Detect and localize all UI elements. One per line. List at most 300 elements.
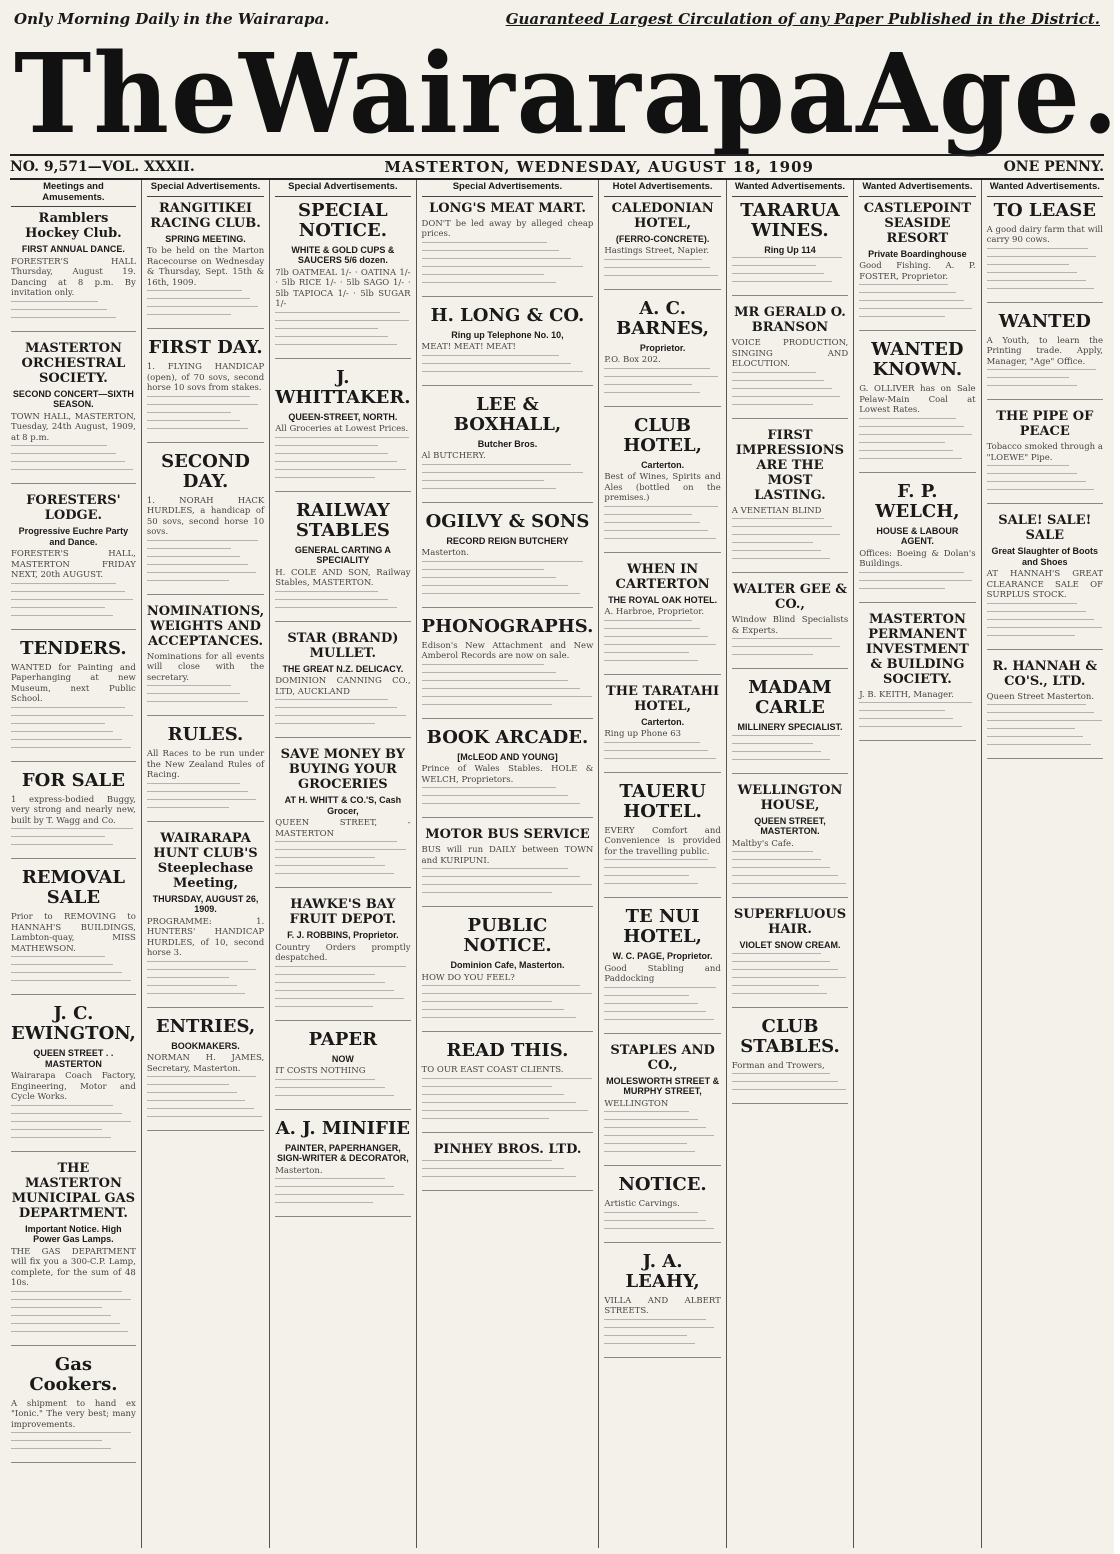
ad-title: NOTICE. bbox=[618, 1174, 707, 1195]
ad-title: CLUB HOTEL, bbox=[623, 414, 702, 456]
print-line bbox=[859, 316, 945, 322]
ad-body-text: WELLINGTON bbox=[604, 1098, 669, 1109]
print-line bbox=[422, 258, 571, 264]
print-line bbox=[732, 883, 846, 889]
ad-body-text: A VENETIAN BLIND bbox=[731, 505, 822, 516]
ad-subtitle: THURSDAY, AUGUST 26, 1909. bbox=[152, 893, 259, 914]
print-line bbox=[987, 272, 1078, 278]
advertisement-block bbox=[422, 617, 594, 719]
print-line bbox=[422, 1102, 577, 1108]
print-line bbox=[732, 977, 846, 983]
print-line bbox=[147, 961, 248, 967]
print-line bbox=[987, 481, 1086, 487]
print-line bbox=[987, 264, 1070, 270]
ad-title: MADAM CARLE bbox=[748, 677, 832, 718]
ad-title: TARARUA WINES. bbox=[740, 199, 840, 241]
advertisement-block bbox=[859, 201, 975, 332]
ad-title: CALEDONIAN HOTEL, bbox=[611, 200, 714, 231]
ad-title: WAIRARAPA HUNT CLUB'S Steeplechase Meeting, bbox=[153, 830, 258, 891]
ad-title: A. C. BARNES, bbox=[616, 297, 710, 339]
print-line bbox=[732, 542, 813, 548]
ad-subtitle: QUEEN-STREET, NORTH. bbox=[288, 411, 398, 422]
column-2 bbox=[142, 180, 270, 1548]
ad-body-text: DON'T be led away by alleged cheap prices. bbox=[421, 218, 594, 239]
print-line bbox=[11, 1121, 131, 1127]
ad-body-text: Window Blind Specialists & Experts. bbox=[731, 615, 849, 636]
print-line bbox=[732, 646, 840, 652]
print-line bbox=[147, 783, 240, 789]
ad-body-text: Offices: Boeing & Dolan's Buildings. bbox=[859, 548, 976, 569]
print-line bbox=[422, 1118, 549, 1124]
print-line bbox=[859, 710, 945, 716]
print-line bbox=[275, 982, 385, 988]
print-line bbox=[732, 859, 822, 865]
print-line bbox=[275, 849, 406, 855]
print-line bbox=[147, 685, 231, 691]
ad-title: A. J. MINIFIE bbox=[275, 1117, 411, 1139]
print-line bbox=[275, 699, 387, 705]
ad-title: HAWKE'S BAY FRUIT DEPOT. bbox=[289, 897, 397, 927]
ad-body-text: Edison's New Attachment and New Amberol Records are now on sale. bbox=[421, 640, 594, 661]
issue-number: NO. 9,571—VOL. XXXII. bbox=[10, 159, 195, 175]
print-line bbox=[11, 964, 113, 970]
print-line bbox=[275, 336, 387, 342]
print-line bbox=[11, 1331, 128, 1337]
print-line bbox=[859, 702, 972, 708]
ad-title: PAPER bbox=[308, 1028, 378, 1050]
ad-title: BOOK ARCADE. bbox=[426, 726, 589, 748]
print-line bbox=[11, 615, 113, 621]
date-location: MASTERTON, WEDNESDAY, AUGUST 18, 1909 bbox=[384, 158, 814, 176]
print-line bbox=[732, 1089, 846, 1095]
advertisement-block bbox=[604, 907, 720, 1034]
print-line bbox=[604, 392, 699, 398]
ad-body-text: Al BUTCHERY. bbox=[421, 451, 486, 461]
print-line bbox=[11, 591, 125, 597]
print-line bbox=[11, 1137, 111, 1143]
print-line bbox=[275, 974, 375, 980]
advertisement-block bbox=[11, 211, 136, 332]
print-line bbox=[987, 712, 1094, 718]
print-line bbox=[422, 274, 544, 280]
print-line bbox=[422, 371, 584, 377]
advertisement-block bbox=[147, 604, 264, 717]
ad-title: WELLINGTON HOUSE, bbox=[737, 782, 843, 813]
print-line bbox=[604, 1319, 705, 1325]
ad-title: CASTLEPOINT SEASIDE RESORT bbox=[863, 200, 972, 246]
print-line bbox=[147, 404, 258, 410]
ad-body-text: Wairarapa Coach Factory, Engineering, Motor and Cycle Works. bbox=[11, 1071, 136, 1102]
ad-title: FOR SALE bbox=[21, 769, 125, 791]
print-line bbox=[11, 309, 107, 315]
ad-title: WANTED KNOWN. bbox=[871, 339, 964, 380]
ad-subtitle: Important Notice. High Power Gas Lamps. bbox=[25, 1223, 122, 1244]
column-5 bbox=[599, 180, 726, 1548]
print-line bbox=[987, 385, 1078, 391]
ad-title: J. C. EWINGTON, bbox=[11, 1003, 136, 1044]
ad-title: ENTRIES, bbox=[155, 1015, 256, 1037]
print-line bbox=[147, 1100, 246, 1106]
print-line bbox=[275, 607, 397, 613]
ad-subtitle: Carterton. bbox=[641, 716, 685, 727]
print-line bbox=[422, 1176, 577, 1182]
advertisement-block bbox=[422, 827, 594, 907]
ad-title: J. WHITTAKER. bbox=[275, 366, 411, 408]
print-line bbox=[11, 599, 133, 605]
column-8 bbox=[982, 180, 1108, 1548]
print-line bbox=[422, 680, 568, 686]
print-line bbox=[147, 564, 248, 570]
print-line bbox=[987, 248, 1088, 254]
print-line bbox=[275, 707, 397, 713]
ad-body-text: Masterton. bbox=[275, 1165, 323, 1176]
print-line bbox=[987, 704, 1086, 710]
print-line bbox=[422, 569, 544, 575]
ad-body-text: Best of Wines, Spirits and Ales (bottled on the premises.) bbox=[604, 472, 721, 503]
print-line bbox=[11, 1129, 102, 1135]
ad-subtitle: AT H. WHITT & CO.'S, Cash Grocer, bbox=[284, 795, 402, 816]
print-line bbox=[732, 654, 813, 660]
print-line bbox=[732, 867, 830, 873]
print-line bbox=[11, 731, 113, 737]
print-line bbox=[422, 577, 556, 583]
print-line bbox=[604, 522, 699, 528]
ad-subtitle: Private Boardinghouse bbox=[868, 248, 967, 259]
ad-body-text: VILLA AND ALBERT STREETS. bbox=[604, 1295, 721, 1316]
print-line bbox=[859, 418, 956, 424]
print-line bbox=[604, 758, 716, 764]
advertisement-block bbox=[604, 299, 720, 407]
ad-body-text: P.O. Box 202. bbox=[604, 355, 661, 365]
print-line bbox=[147, 985, 237, 991]
print-line bbox=[422, 672, 556, 678]
ad-title: Gas Cookers. bbox=[29, 1353, 118, 1395]
print-line bbox=[11, 453, 116, 459]
print-line bbox=[275, 453, 387, 459]
ad-body-text: Queen Street Masterton. bbox=[986, 691, 1095, 702]
ad-title: Ramblers Hockey Club. bbox=[25, 211, 122, 241]
print-line bbox=[604, 368, 710, 374]
print-line bbox=[11, 1315, 111, 1321]
print-line bbox=[987, 744, 1092, 750]
ad-body-text: All Groceries at Lowest Prices. bbox=[275, 424, 409, 434]
print-line bbox=[604, 1335, 687, 1341]
print-line bbox=[422, 993, 592, 999]
circulation-left-tag: Only Morning Daily in the Wairarapa. bbox=[14, 10, 330, 28]
print-line bbox=[147, 306, 258, 312]
ad-subtitle: NOW bbox=[331, 1053, 354, 1064]
advertisement-block bbox=[275, 501, 410, 622]
ad-subtitle: MILLINERY SPECIALIST. bbox=[737, 722, 843, 732]
advertisement-block bbox=[11, 771, 136, 860]
print-line bbox=[422, 561, 584, 567]
print-line bbox=[604, 275, 718, 281]
print-line bbox=[422, 795, 568, 801]
print-line bbox=[11, 1448, 111, 1454]
print-line bbox=[732, 518, 824, 524]
print-line bbox=[604, 1343, 695, 1349]
print-line bbox=[732, 961, 830, 967]
print-line bbox=[11, 1307, 102, 1313]
print-line bbox=[422, 1094, 565, 1100]
print-line bbox=[275, 1202, 372, 1208]
ad-title: OGILVY & SONS bbox=[425, 510, 590, 532]
advertisement-block bbox=[422, 728, 594, 819]
ad-title: TAUERU HOTEL. bbox=[619, 780, 706, 822]
ad-title: FIRST DAY. bbox=[148, 337, 263, 358]
print-line bbox=[732, 526, 832, 532]
print-line bbox=[987, 280, 1086, 286]
ad-body-text: FORESTER'S HALL, MASTERTON FRIDAY NEXT, 20th AUGUST. bbox=[11, 549, 136, 580]
print-line bbox=[147, 693, 240, 699]
print-line bbox=[11, 747, 131, 753]
advertisement-block bbox=[604, 1043, 720, 1167]
print-line bbox=[147, 799, 256, 805]
ad-subtitle: PAINTER, PAPERHANGER, SIGN-WRITER & DECORATOR, bbox=[277, 1142, 409, 1163]
advertisement-block bbox=[859, 612, 975, 742]
print-line bbox=[275, 966, 406, 972]
print-line bbox=[11, 461, 125, 467]
ad-body-text: 7lb OATMEAL 1/- · OATINA 1/- · 5lb RICE 1/- · 5lb SAGO 1/- · 5lb TAPIOCA 1/- · 5lb SUGAR 1/- bbox=[275, 267, 411, 309]
ad-subtitle: Carterton. bbox=[641, 459, 685, 470]
print-line bbox=[422, 787, 556, 793]
print-line bbox=[604, 636, 708, 642]
ad-body-text: Good Stabling and Paddocking bbox=[604, 963, 721, 984]
print-line bbox=[147, 1092, 237, 1098]
print-line bbox=[147, 701, 248, 707]
print-line bbox=[275, 1006, 372, 1012]
print-line bbox=[732, 969, 838, 975]
print-line bbox=[732, 265, 816, 271]
ad-body-text: QUEEN STREET, - MASTERTON bbox=[275, 818, 411, 839]
print-line bbox=[604, 644, 716, 650]
advertisement-block bbox=[987, 513, 1103, 650]
print-line bbox=[732, 380, 824, 386]
ad-body-text: AT HANNAH'S GREAT CLEARANCE SALE OF SURPLUS STOCK. bbox=[986, 569, 1103, 600]
print-line bbox=[422, 282, 556, 288]
print-line bbox=[859, 284, 947, 290]
ad-body-text: FORESTER'S HALL Thursday, August 19. Dancing at 8 p.m. By invitation only. bbox=[11, 256, 136, 298]
print-line bbox=[732, 993, 827, 999]
print-line bbox=[147, 290, 242, 296]
print-line bbox=[275, 437, 409, 443]
print-line bbox=[604, 259, 702, 265]
print-line bbox=[147, 1084, 229, 1090]
print-line bbox=[275, 320, 409, 326]
print-line bbox=[604, 1003, 697, 1009]
masthead-the: The bbox=[14, 28, 240, 158]
print-line bbox=[275, 873, 394, 879]
ad-title: TO LEASE bbox=[993, 199, 1096, 221]
print-line bbox=[604, 514, 691, 520]
print-line bbox=[604, 1011, 705, 1017]
ad-body-text: G. OLLIVER has on Sale Pelaw-Main Coal at Lowest Rates. bbox=[859, 384, 976, 415]
print-line bbox=[859, 442, 945, 448]
ad-title: F. P. WELCH, bbox=[875, 480, 960, 522]
print-line bbox=[422, 363, 571, 369]
column-heading: Special Advertisements. bbox=[147, 180, 264, 197]
print-line bbox=[422, 488, 556, 494]
ad-subtitle: BOOKMAKERS. bbox=[171, 1040, 240, 1051]
advertisement-block bbox=[604, 562, 720, 675]
ad-title: RULES. bbox=[167, 724, 244, 745]
price: ONE PENNY. bbox=[1003, 159, 1104, 175]
print-line bbox=[859, 300, 964, 306]
ad-title: THE PIPE OF PEACE bbox=[996, 409, 1094, 439]
print-line bbox=[604, 1127, 705, 1133]
advertisement-block bbox=[732, 582, 848, 669]
ad-title: H. LONG & CO. bbox=[430, 304, 585, 326]
advertisement-block bbox=[147, 1017, 264, 1132]
print-line bbox=[147, 420, 240, 426]
print-line bbox=[859, 572, 964, 578]
print-line bbox=[11, 1105, 113, 1111]
print-line bbox=[732, 851, 813, 857]
print-line bbox=[987, 256, 1096, 262]
print-line bbox=[147, 807, 229, 813]
ad-subtitle: Great Slaughter of Boots and Shoes bbox=[991, 546, 1099, 567]
ad-title: STAR (BRAND) MULLET. bbox=[287, 630, 399, 661]
advertisement-block bbox=[604, 1252, 720, 1358]
print-line bbox=[422, 1017, 577, 1023]
ad-subtitle: FIRST ANNUAL DANCE. bbox=[21, 244, 125, 254]
print-line bbox=[11, 317, 116, 323]
ad-body-text: 1. NORAH HACK HURDLES, a handicap of 50 sovs, second horse 10 sovs. bbox=[146, 495, 265, 537]
print-line bbox=[732, 281, 832, 287]
print-line bbox=[604, 506, 718, 512]
print-line bbox=[859, 726, 961, 732]
print-line bbox=[275, 865, 385, 871]
ad-title: NOMINATIONS, WEIGHTS AND ACCEPTANCES. bbox=[146, 603, 265, 649]
print-line bbox=[987, 611, 1086, 617]
print-line bbox=[604, 987, 716, 993]
print-line bbox=[147, 314, 231, 320]
print-line bbox=[859, 450, 953, 456]
print-line bbox=[732, 257, 843, 263]
ad-body-text: VOICE PRODUCTION, SINGING AND ELOCUTION. bbox=[731, 338, 849, 369]
print-line bbox=[422, 1110, 589, 1116]
print-line bbox=[859, 426, 964, 432]
ad-title: STAPLES AND CO., bbox=[610, 1042, 715, 1073]
print-line bbox=[604, 660, 697, 666]
ad-title: TE NUI HOTEL, bbox=[623, 906, 702, 947]
advertisement-block bbox=[732, 678, 848, 774]
ad-body-text: Prior to REMOVING to HANNAH'S BUILDINGS, Lambton-quay, MISS MATHEWSON. bbox=[11, 912, 136, 954]
ad-title: FORESTERS' LODGE. bbox=[26, 493, 121, 523]
print-line bbox=[732, 1073, 830, 1079]
print-line bbox=[732, 985, 819, 991]
ad-body-text: Artistic Carvings. bbox=[604, 1199, 680, 1209]
ad-subtitle: SPRING MEETING. bbox=[165, 233, 246, 244]
column-6 bbox=[727, 180, 854, 1548]
advertisement-block bbox=[422, 201, 594, 297]
print-line bbox=[11, 1323, 120, 1329]
ad-body-text: EVERY Comfort and Convenience is provided for the travelling public. bbox=[604, 825, 721, 857]
ad-body-text: MEAT! MEAT! MEAT! bbox=[421, 342, 516, 352]
dateline-bar bbox=[10, 154, 1104, 180]
print-line bbox=[275, 469, 406, 475]
print-line bbox=[11, 445, 107, 451]
ad-body-text: PROGRAMME: 1. HUNTERS' HANDICAP HURDLES, of 10, second horse 3. bbox=[146, 916, 265, 958]
print-line bbox=[987, 736, 1084, 742]
ad-title: THE TARATAHI HOTEL, bbox=[606, 683, 720, 714]
print-line bbox=[422, 1009, 565, 1015]
ad-title: RAILWAY STABLES bbox=[295, 499, 390, 541]
advertisement-block bbox=[275, 1119, 410, 1218]
ad-title: SALE! SALE! SALE bbox=[998, 513, 1092, 543]
ad-title: REMOVAL SALE bbox=[21, 867, 125, 908]
ad-title: SAVE MONEY BY BUYING YOUR GROCERIES bbox=[280, 747, 406, 792]
print-line bbox=[422, 696, 592, 702]
print-line bbox=[11, 1113, 122, 1119]
print-line bbox=[987, 473, 1078, 479]
column-heading: Wanted Advertisements. bbox=[732, 180, 848, 197]
print-line bbox=[604, 859, 708, 865]
print-line bbox=[604, 376, 718, 382]
print-line bbox=[11, 1299, 131, 1305]
ad-body-text: Country Orders promptly despatched. bbox=[275, 942, 411, 963]
print-line bbox=[604, 652, 689, 658]
print-line bbox=[422, 876, 580, 882]
advertisement-block bbox=[987, 201, 1103, 303]
print-line bbox=[147, 412, 231, 418]
advertisement-block bbox=[987, 659, 1103, 760]
advertisement-block bbox=[732, 428, 848, 574]
print-line bbox=[11, 828, 133, 834]
print-line bbox=[604, 530, 708, 536]
print-line bbox=[275, 723, 375, 729]
advertisement-block bbox=[422, 395, 594, 503]
advertisement-block bbox=[422, 1041, 594, 1133]
ad-body-text: 1. FLYING HANDICAP (open), of 70 sovs, second horse 10 sovs from stakes. bbox=[146, 362, 265, 393]
print-line bbox=[859, 292, 956, 298]
print-line bbox=[275, 1087, 385, 1093]
ad-body-text: Nominations for all events will close with the secretary. bbox=[146, 651, 265, 683]
print-line bbox=[987, 489, 1094, 495]
print-line bbox=[732, 558, 830, 564]
ad-subtitle: GENERAL CARTING A SPECIALITY bbox=[294, 544, 391, 565]
advertisement-block bbox=[147, 201, 264, 330]
advertisement-block bbox=[147, 338, 264, 443]
print-line bbox=[732, 534, 840, 540]
print-line bbox=[859, 718, 953, 724]
print-line bbox=[275, 715, 406, 721]
print-line bbox=[422, 355, 559, 361]
ad-body-text: Tobacco smoked through a "LOEWE" Pipe. bbox=[986, 442, 1103, 463]
print-line bbox=[11, 607, 105, 613]
print-line bbox=[422, 242, 547, 248]
print-line bbox=[732, 550, 822, 556]
advertisement-block bbox=[275, 368, 410, 492]
print-line bbox=[604, 742, 699, 748]
print-line bbox=[147, 791, 248, 797]
column-1 bbox=[6, 180, 142, 1548]
print-line bbox=[732, 953, 822, 959]
advertisement-block bbox=[11, 1161, 136, 1346]
print-line bbox=[11, 469, 133, 475]
ad-body-text: Masterton. bbox=[421, 548, 469, 558]
ad-body-text: All Races to be run under the New Zealand Rules of Racing. bbox=[146, 749, 265, 780]
print-line bbox=[987, 627, 1102, 633]
column-heading: Special Advertisements. bbox=[422, 180, 594, 197]
print-line bbox=[275, 1178, 385, 1184]
print-line bbox=[275, 990, 394, 996]
ad-subtitle: Progressive Euchre Party and Dance. bbox=[18, 526, 129, 547]
ad-body-text: 1 express-bodied Buggy, very strong and nearly new, built by T. Wagg and Co. bbox=[11, 794, 136, 826]
print-line bbox=[732, 372, 816, 378]
print-line bbox=[987, 465, 1070, 471]
print-line bbox=[147, 396, 250, 402]
